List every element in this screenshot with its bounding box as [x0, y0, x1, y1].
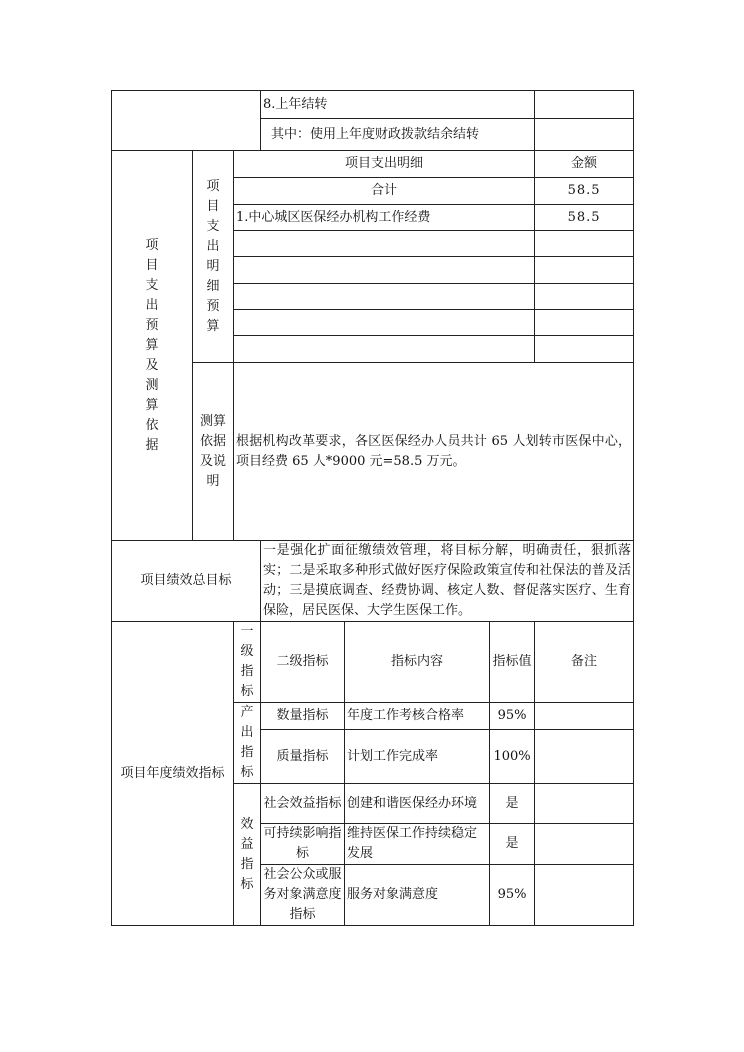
- indicator-value: 95%: [490, 865, 535, 926]
- indicator-remark: [535, 824, 634, 865]
- total-label: 合计: [234, 178, 535, 205]
- header-level2: 二级指标: [261, 622, 345, 703]
- detail-amount-empty: [535, 257, 634, 284]
- detail-item-empty: [234, 336, 535, 363]
- detail-item-empty: [234, 257, 535, 284]
- indicator-level2: 数量指标: [261, 703, 345, 730]
- indicator-value: 是: [490, 824, 535, 865]
- indicator-value: 95%: [490, 703, 535, 730]
- indicator-content: 年度工作考核合格率: [345, 703, 490, 730]
- indicator-value: 是: [490, 784, 535, 824]
- detail-budget-label: 项目支出明细预算: [193, 151, 234, 363]
- basis-text: 根据机构改革要求，各区医保经办人员共计 65 人划转市医保中心，项目经费 65 人*9000 元=58.5 万元。: [234, 363, 634, 541]
- indicator-content: 创建和谐医保经办环境: [345, 784, 490, 824]
- header-level1: 一级指标: [234, 622, 261, 703]
- indicator-remark: [535, 865, 634, 926]
- carryover-label: 8.上年结转: [261, 91, 535, 119]
- detail-header-item: 项目支出明细: [234, 151, 535, 178]
- budget-section-label: 项目支出预算及测算依据: [112, 151, 193, 541]
- goal-text: 一是强化扩面征缴绩效管理，将目标分解，明确责任，狠抓落实；二是采取多种形式做好医疗保险政策宣传和社保法的普及活动；三是摸底调查、经费协调、核定人数、督促落实医疗、生育保险，居民医保、大学生医保工作。: [261, 541, 634, 622]
- indicator-level2: 质量指标: [261, 730, 345, 784]
- header-content: 指标内容: [345, 622, 490, 703]
- indicator-content: 计划工作完成率: [345, 730, 490, 784]
- indicator-content: 维持医保工作持续稳定发展: [345, 824, 490, 865]
- detail-item-empty: [234, 231, 535, 257]
- detail-item-amount: 58.5: [535, 205, 634, 231]
- blank-label-cell: [112, 91, 261, 151]
- indicators-section-label: 项目年度绩效指标: [112, 622, 234, 926]
- benefit-indicator-label: 效益指标: [234, 784, 261, 926]
- indicator-remark: [535, 784, 634, 824]
- indicator-remark: [535, 730, 634, 784]
- budget-performance-table: [111, 90, 634, 926]
- total-amount: 58.5: [535, 178, 634, 205]
- basis-label: 测算依据及说明: [193, 363, 234, 541]
- detail-item-empty: [234, 310, 535, 336]
- indicator-content: 服务对象满意度: [345, 865, 490, 926]
- indicator-level2: 可持续影响指标: [261, 824, 345, 865]
- detail-item-empty: [234, 284, 535, 310]
- carryover-sub-amount: [535, 119, 634, 151]
- detail-amount-empty: [535, 310, 634, 336]
- indicator-level2: 社会效益指标: [261, 784, 345, 824]
- detail-amount-empty: [535, 284, 634, 310]
- goal-label: 项目绩效总目标: [112, 541, 261, 622]
- detail-amount-empty: [535, 336, 634, 363]
- carryover-sub-label: 其中：使用上年度财政拨款结余结转: [261, 119, 535, 151]
- indicator-value: 100%: [490, 730, 535, 784]
- carryover-amount: [535, 91, 634, 119]
- detail-amount-empty: [535, 231, 634, 257]
- indicator-level2: 社会公众或服务对象满意度指标: [261, 865, 345, 926]
- detail-header-amount: 金额: [535, 151, 634, 178]
- header-remark: 备注: [535, 622, 634, 703]
- header-value: 指标值: [490, 622, 535, 703]
- indicator-remark: [535, 703, 634, 730]
- detail-item-name: 1.中心城区医保经办机构工作经费: [234, 205, 535, 231]
- output-indicator-label: 产出指标: [234, 703, 261, 784]
